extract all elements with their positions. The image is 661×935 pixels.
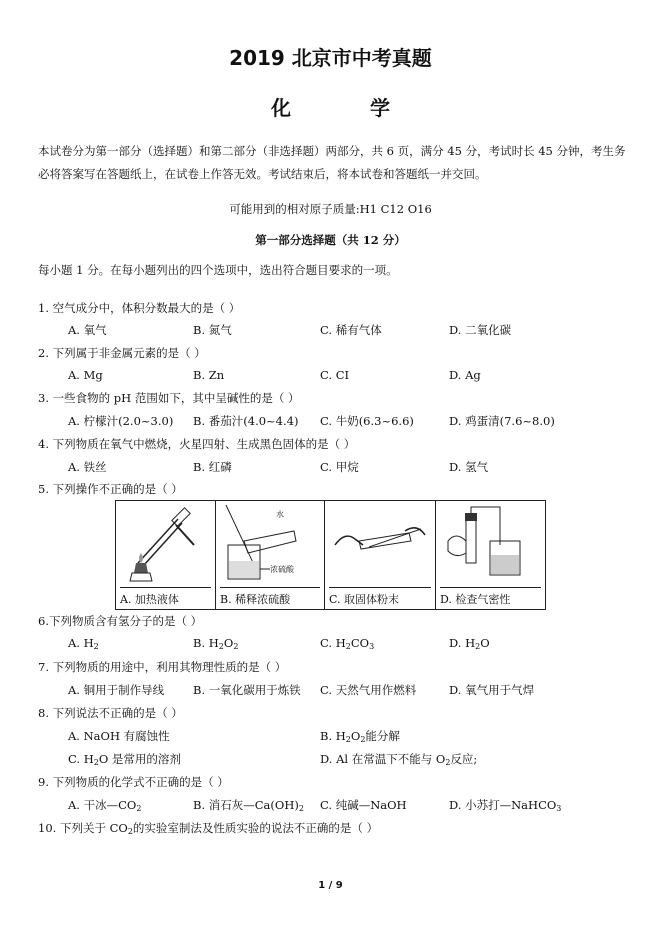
q3-option-d: D. 鸡蛋清(7.6~8.0) xyxy=(449,414,555,428)
figure-caption-b: B. 稀释浓硫酸 xyxy=(220,587,320,607)
q3-option-a: A. 柠檬汁(2.0~3.0) xyxy=(68,414,174,428)
question-1-stem: 1. 空气成分中，体积分数最大的是（ ） xyxy=(38,301,241,315)
q1-option-a: A. 氧气 xyxy=(68,323,107,337)
part-title: 第一部分选择题（共 12 分） xyxy=(255,233,406,247)
q3-option-c: C. 牛奶(6.3~6.6) xyxy=(320,414,414,428)
q4-option-a: A. 铁丝 xyxy=(68,460,107,474)
figure-cell-dilution xyxy=(216,501,325,609)
page-title: 2019 北京市中考真题 xyxy=(229,46,432,70)
instruction: 每小题 1 分。在每小题列出的四个选项中，选出符合题目要求的一项。 xyxy=(38,263,398,277)
q1-option-d: D. 二氧化碳 xyxy=(449,323,512,337)
q6-option-a: A. $H_2$ xyxy=(68,636,99,651)
q8-option-d: D. Al 在常温下不能与 $O_2$反应; xyxy=(320,752,478,767)
q6-option-d: D. $H_2O$ xyxy=(449,636,490,651)
q9-option-d: D. 小苏打—NaHCO$_3$ xyxy=(449,798,562,813)
exam-intro: 本试卷分为第一部分（选择题）和第二部分（非选择题）两部分，共 6 页，满分 45 分，考试时长 45 分钟，考生务必将答案写在答题纸上，在试卷上作答无效。考试结束后，将本试卷和答题纸一并交回。 xyxy=(38,144,626,181)
q9-option-a: A. 干冰$—CO_2$ xyxy=(68,798,142,813)
q2-option-d: D. Ag xyxy=(449,368,481,382)
q8-option-c: C. $H_2O$ 是常用的溶剂 xyxy=(68,752,181,767)
powder-illustration xyxy=(325,501,436,587)
q6-option-c: C. $H_2CO_3$ xyxy=(320,636,375,651)
dilution-illustration xyxy=(216,501,325,587)
figure-caption-d: D. 检查气密性 xyxy=(440,587,541,607)
airtightness-illustration xyxy=(436,501,545,587)
q3-option-b: B. 番茄汁(4.0~4.4) xyxy=(193,414,299,428)
question-6-stem: 6.下列物质含有氢分子的是（ ） xyxy=(38,614,203,628)
figure-cell-powder xyxy=(325,501,436,609)
subject-title: 化 学 xyxy=(271,96,426,120)
q4-option-d: D. 氢气 xyxy=(449,460,489,474)
question-5-stem: 5. 下列操作不正确的是（ ） xyxy=(38,482,183,496)
figure-cell-heating xyxy=(116,501,216,609)
question-10-stem: 10. 下列关于 $CO_2$的实验室制法及性质实验的说法不正确的是（ ） xyxy=(38,821,379,836)
q7-option-a: A. 铜用于制作导线 xyxy=(68,683,165,697)
q9-option-b: B. 消石灰$—Ca(OH)_2$ xyxy=(193,798,304,813)
q1-option-c: C. 稀有气体 xyxy=(320,323,382,337)
q7-option-b: B. 一氧化碳用于炼铁 xyxy=(193,683,301,697)
q7-option-c: C. 天然气用作燃料 xyxy=(320,683,417,697)
page-number: 1 / 9 xyxy=(318,880,343,891)
q2-option-b: B. Zn xyxy=(193,368,225,382)
figure-caption-a: A. 加热液体 xyxy=(120,587,211,607)
heating-liquid-illustration xyxy=(116,501,216,587)
q7-option-d: D. 氧气用于气焊 xyxy=(449,683,535,697)
q8-option-a: A. NaOH 有腐蚀性 xyxy=(68,729,170,743)
q6-option-b: B. $H_2O_2$ xyxy=(193,636,239,651)
q4-option-c: C. 甲烷 xyxy=(320,460,359,474)
lab-operations-figure xyxy=(115,500,546,610)
question-8-stem: 8. 下列说法不正确的是（ ） xyxy=(38,706,183,720)
question-7-stem: 7. 下列物质的用途中，利用其物理性质的是（ ） xyxy=(38,660,287,674)
figure-cell-airtightness xyxy=(436,501,545,609)
question-9-stem: 9. 下列物质的化学式不正确的是（ ） xyxy=(38,775,229,789)
label-water: 水 xyxy=(276,510,284,519)
atomic-mass-line: 可能用到的相对原子质量:H1 C12 O16 xyxy=(229,202,432,216)
figure-caption-c: C. 取固体粉末 xyxy=(329,587,431,607)
q1-option-b: B. 氮气 xyxy=(193,323,232,337)
question-4-stem: 4. 下列物质在氧气中燃烧，火星四射、生成黑色固体的是（ ） xyxy=(38,437,356,451)
q2-option-a: A. Mg xyxy=(68,368,103,382)
label-conc-acid: 浓硫酸 xyxy=(270,565,294,574)
q4-option-b: B. 红磷 xyxy=(193,460,232,474)
q9-option-c: C. 纯碱—NaOH xyxy=(320,798,407,812)
question-3-stem: 3. 一些食物的 pH 范围如下，其中呈碱性的是（ ） xyxy=(38,391,300,405)
q8-option-b: B. $H_2O_2$能分解 xyxy=(320,729,400,744)
question-2-stem: 2. 下列属于非金属元素的是（ ） xyxy=(38,346,206,360)
q2-option-c: C. CI xyxy=(320,368,350,382)
